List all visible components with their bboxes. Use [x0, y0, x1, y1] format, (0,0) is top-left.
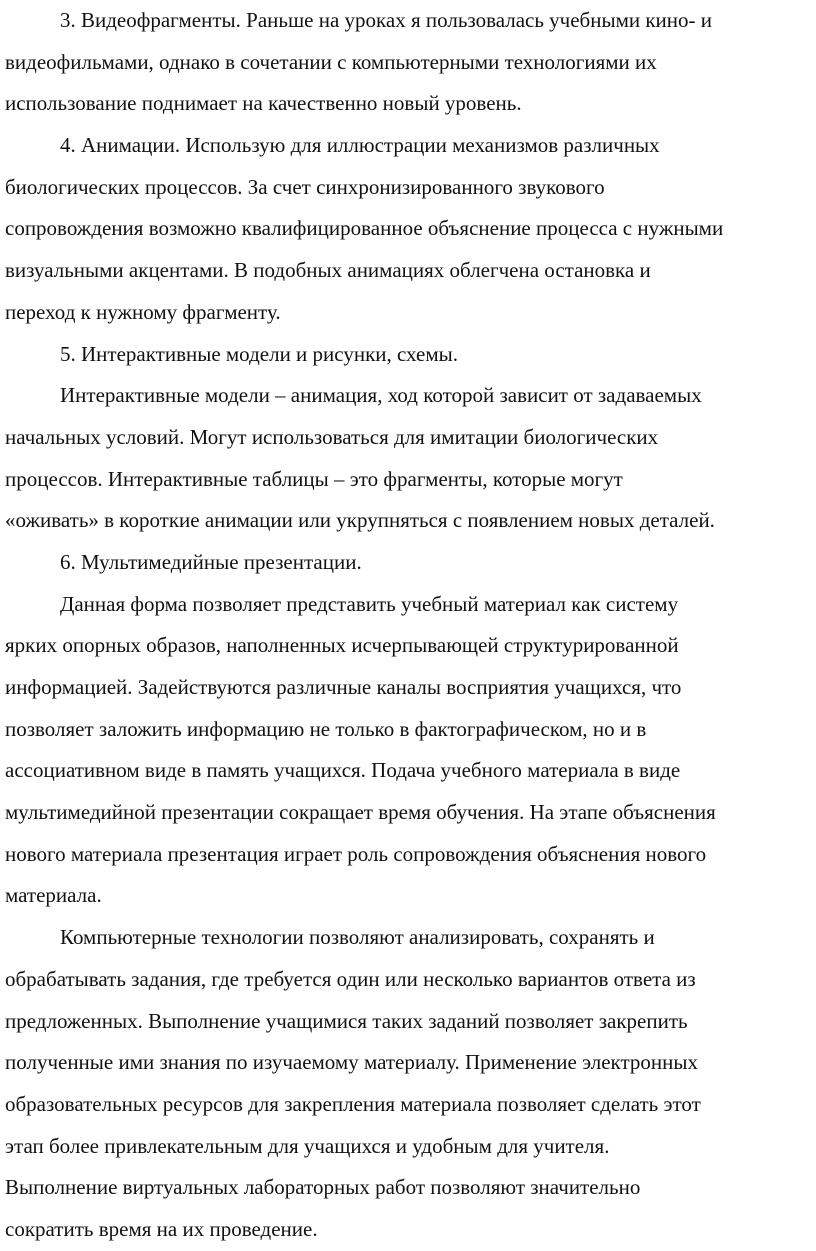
text-line: сократить время на их проведение.: [5, 1216, 318, 1241]
text-line: Компьютерные технологии позволяют анализировать, сохранять и: [60, 925, 655, 950]
text-line: ассоциативном виде в память учащихся. Подача учебного материала в виде: [5, 758, 681, 783]
text-line: переход к нужному фрагменту.: [5, 299, 281, 324]
text-line: сопровождения возможно квалифицированное объяснение процесса с нужными: [5, 216, 724, 241]
text-line: биологических процессов. За счет синхронизированного звукового: [5, 174, 605, 199]
text-line: образовательных ресурсов для закрепления материала позволяет сделать этот: [5, 1091, 701, 1116]
text-line: позволяет заложить информацию не только в фактографическом, но и в: [5, 716, 647, 741]
text-line: процессов. Интерактивные таблицы – это фрагменты, которые могут: [5, 466, 623, 491]
text-line: материала.: [5, 883, 102, 908]
text-line: информацией. Задействуются различные каналы восприятия учащихся, что: [5, 675, 682, 699]
text-line: 5. Интерактивные модели и рисунки, схемы.: [60, 341, 458, 366]
text-line: Данная форма позволяет представить учебный материал как систему: [60, 591, 679, 616]
text-line: начальных условий. Могут использоваться для имитации биологических: [5, 424, 659, 449]
text-line: мультимедийной презентации сокращает время обучения. На этапе объяснения: [5, 800, 716, 825]
text-line: нового материала презентация играет роль сопровождения объяснения нового: [5, 841, 707, 866]
text-line: предложенных. Выполнение учащимися таких заданий позволяет закрепить: [5, 1008, 688, 1033]
text-line: видеофильмами, однако в сочетании с компьютерными технологиями их: [5, 49, 657, 74]
text-line: использование поднимает на качественно новый уровень.: [5, 91, 522, 116]
text-line: визуальными акцентами. В подобных анимациях облегчена остановка и: [5, 258, 651, 283]
text-line: этап более привлекательным для учащихся и удобным для учителя.: [5, 1133, 610, 1158]
text-line: «оживать» в короткие анимации или укрупняться с появлением новых деталей.: [5, 508, 715, 533]
text-line: 6. Мультимедийные презентации.: [60, 549, 362, 574]
text-line: 3. Видеофрагменты. Раньше на уроках я пользовалась учебными кино- и: [60, 8, 713, 32]
text-line: полученные ими знания по изучаемому материалу. Применение электронных: [5, 1050, 698, 1075]
text-line: обрабатывать задания, где требуется один или несколько вариантов ответа из: [5, 966, 696, 991]
text-line: Интерактивные модели – анимация, ход которой зависит от задаваемых: [60, 383, 702, 408]
text-line: Выполнение виртуальных лабораторных работ позволяют значительно: [5, 1175, 641, 1200]
text-line: ярких опорных образов, наполненных исчерпывающей структурированной: [5, 633, 679, 658]
text-line: 4. Анимации. Использую для иллюстрации механизмов различных: [60, 133, 660, 158]
